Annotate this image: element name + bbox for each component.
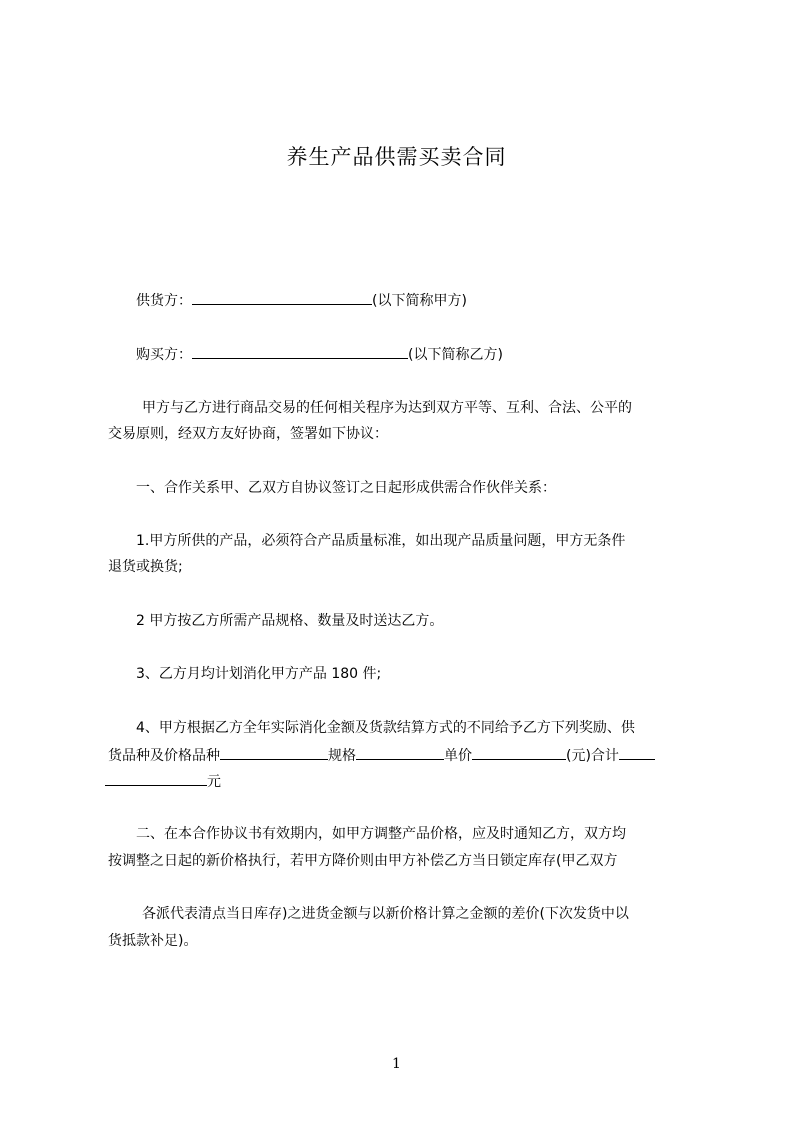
buyer-name-blank <box>192 343 408 359</box>
intro-line-2: 交易原则，经双方友好协商，签署如下协议： <box>108 426 388 442</box>
section2-line-4: 货抵款补足)。 <box>108 933 198 949</box>
item4-spec-label: 规格 <box>328 748 356 764</box>
page-number: 1 <box>392 1056 401 1072</box>
buyer-suffix: (以下简称乙方) <box>408 347 503 363</box>
section1-item1-line-1: 1.甲方所供的产品，必须符合产品质量标准，如出现产品质量问题，甲方无条件 <box>136 533 626 549</box>
intro-line-1: 甲方与乙方进行商品交易的任何相关程序为达到双方平等、互利、合法、公平的 <box>142 400 632 416</box>
item4-total-blank <box>619 744 655 760</box>
item4-price-label: 单价 <box>444 748 472 764</box>
item4-variety-blank <box>220 744 328 760</box>
section1-heading: 一、合作关系甲、乙双方自协议签订之日起形成供需合作伙伴关系： <box>136 480 556 496</box>
section1-item4-line-2 <box>108 744 655 767</box>
section2-line-3: 各派代表清点当日库存)之进货金额与以新价格计算之金额的差价(下次发货中以 <box>142 906 629 922</box>
buyer-line <box>136 343 503 366</box>
page-title: 养生产品供需买卖合同 <box>286 145 507 169</box>
section1-item4-line-3 <box>105 770 221 793</box>
supplier-suffix: (以下简称甲方) <box>372 293 467 309</box>
supplier-label: 供货方： <box>136 293 192 309</box>
section1-item3: 3、乙方月均计划消化甲方产品 180 件; <box>136 666 382 682</box>
item4-variety-label: 货品种及价格品种 <box>108 748 220 764</box>
supplier-name-blank <box>192 289 372 305</box>
section1-item1-line-2: 退货或换货; <box>108 559 183 575</box>
section1-item4-line-1: 4、甲方根据乙方全年实际消化金额及货款结算方式的不同给予乙方下列奖励、供 <box>136 720 635 736</box>
buyer-label: 购买方： <box>136 347 192 363</box>
section2-line-1: 二、在本合作协议书有效期内，如甲方调整产品价格，应及时通知乙方，双方均 <box>136 826 626 842</box>
section1-item2: 2 甲方按乙方所需产品规格、数量及时送达乙方。 <box>136 613 444 629</box>
item4-price-blank <box>472 744 566 760</box>
item4-total-blank-continued <box>105 770 207 786</box>
section2-line-2: 按调整之日起的新价格执行，若甲方降价则由甲方补偿乙方当日锁定库存(甲乙双方 <box>108 853 618 869</box>
item4-spec-blank <box>356 744 444 760</box>
item4-total-label: (元)合计 <box>566 748 619 764</box>
item4-yuan-label: 元 <box>207 774 221 790</box>
supplier-line <box>136 289 467 312</box>
